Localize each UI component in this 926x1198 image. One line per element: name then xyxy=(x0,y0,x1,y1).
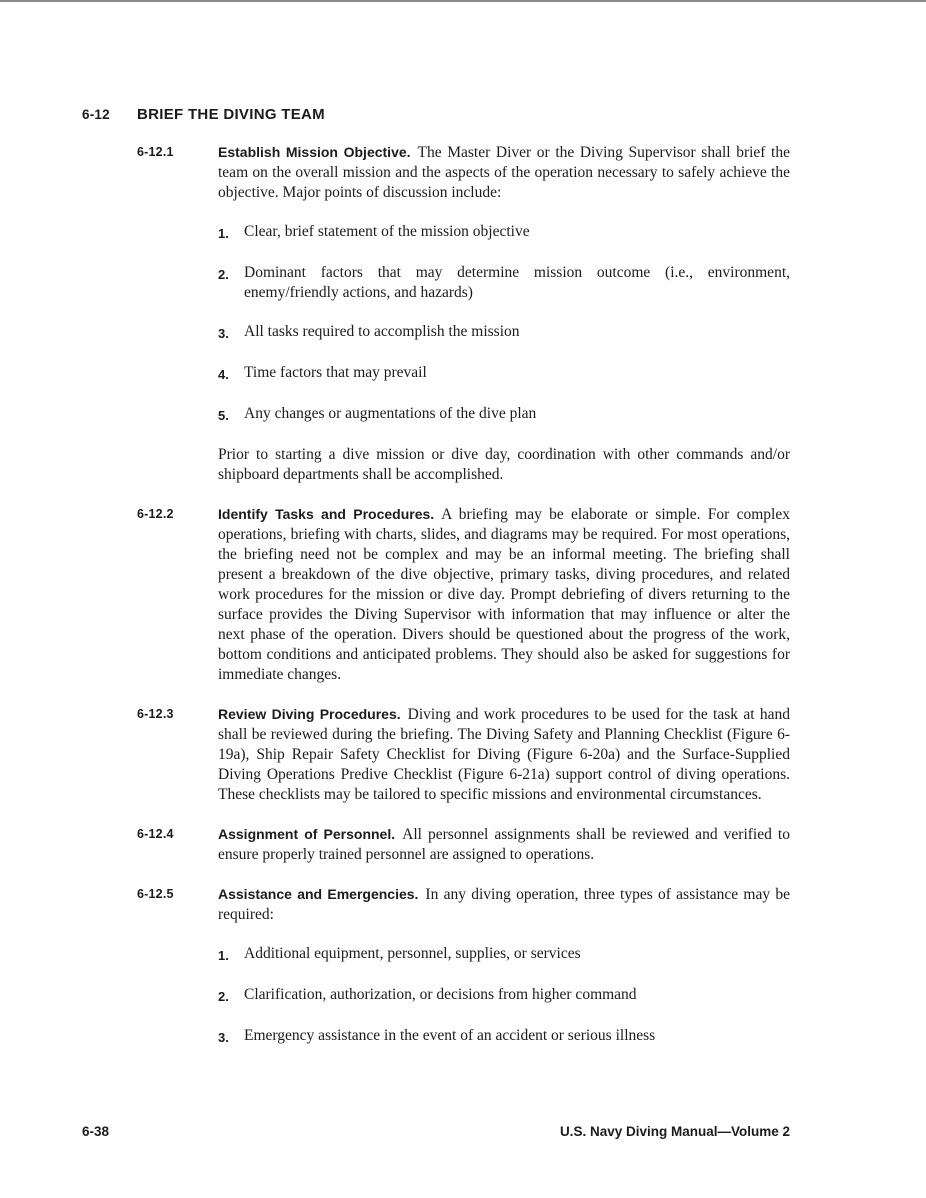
paragraph-run-in-title: Identify Tasks and Procedures. xyxy=(218,506,435,522)
paragraph xyxy=(218,142,790,203)
list-item xyxy=(218,944,790,966)
list-item xyxy=(218,263,790,303)
section-body xyxy=(218,824,790,884)
paragraph-run-in-title: Assistance and Emergencies. xyxy=(218,886,419,902)
paragraph xyxy=(218,504,790,685)
list-item-marker: 2. xyxy=(218,267,229,282)
list-item-text: Clarification, authorization, or decisions from higher command xyxy=(244,986,637,1003)
list-item-marker: 4. xyxy=(218,367,229,382)
paragraph-text: All personnel assignments shall be reviewed and verified to ensure properly trained personnel are assigned to operations. xyxy=(218,826,790,863)
paragraph-run-in-title: Assignment of Personnel. xyxy=(218,826,396,842)
list-item xyxy=(218,404,790,426)
list-item xyxy=(218,1026,790,1048)
paragraph xyxy=(218,824,790,865)
list-item-marker: 1. xyxy=(218,226,229,241)
section-body xyxy=(218,704,790,824)
list-item-marker: 5. xyxy=(218,408,229,423)
section-body xyxy=(218,504,790,704)
list-item xyxy=(218,222,790,244)
paragraph-number: 6-12.5 xyxy=(137,887,174,901)
footer-manual-title: U.S. Navy Diving Manual—Volume 2 xyxy=(559,1124,790,1139)
list-item-text: Additional equipment, personnel, supplies, or services xyxy=(244,945,581,962)
list-item xyxy=(218,363,790,385)
paragraph: Prior to starting a dive mission or dive day, coordination with other commands and/or shipboard departments shall be accomplished. xyxy=(218,446,790,483)
list-item-marker: 1. xyxy=(218,948,229,963)
paragraph-number: 6-12.4 xyxy=(137,827,174,841)
heading-number: 6-12 xyxy=(82,107,110,122)
section-review-diving-procedures xyxy=(137,704,790,824)
list-item-marker: 3. xyxy=(218,326,229,341)
page-content xyxy=(82,106,790,1067)
paragraph-text: The Master Diver or the Diving Supervisor shall brief the team on the overall mission and the aspects of the operation necessary to safely achieve the objective. Major points of discussion include: xyxy=(218,144,790,201)
paragraph-run-in-title: Review Diving Procedures. xyxy=(218,706,401,722)
list-item-marker: 2. xyxy=(218,989,229,1004)
paragraph-text: Diving and work procedures to be used for the task at hand shall be reviewed during the briefing. The Diving Safety and Planning Checklist (Figure 6-19a), Ship Repair Safety Checklist for Diving (Figure 6-20a) and the Surface-Supplied Diving Operations Predive Checklist (Figure 6-21a) support control of diving operations. These checklists may be tailored to specific missions and environmental circumstances. xyxy=(218,706,790,803)
section-establish-mission-objective xyxy=(137,142,790,504)
list-item-text: Dominant factors that may determine mission outcome (i.e., environment, enemy/friendly actions, and hazards) xyxy=(244,264,790,301)
list-item xyxy=(218,322,790,344)
paragraph-number: 6-12.2 xyxy=(137,507,174,521)
list-item-text: All tasks required to accomplish the mission xyxy=(244,323,520,340)
list-item-marker: 3. xyxy=(218,1030,229,1045)
footer-page-number: 6-38 xyxy=(82,1124,110,1139)
paragraph xyxy=(218,884,790,925)
section-assistance-and-emergencies xyxy=(137,884,790,1067)
paragraph-text: A briefing may be elaborate or simple. For complex operations, briefing with charts, slides, and diagrams may be required. For most operations, the briefing need not be complex and may be an informal meeting. The briefing shall present a breakdown of the dive objective, primary tasks, diving procedures, and related work procedures for the mission or dive day. Prompt debriefing of divers returning to the surface provides the Diving Supervisor with information that may influence or alter the next phase of the operation. Divers should be questioned about the progress of the work, bottom conditions and anticipated problems. They should also be asked for suggestions for immediate changes. xyxy=(218,506,790,683)
section-identify-tasks-and-procedures xyxy=(137,504,790,704)
scan-edge-line xyxy=(0,0,926,2)
paragraph-run-in-title: Establish Mission Objective. xyxy=(218,144,411,160)
section-assignment-of-personnel xyxy=(137,824,790,884)
list-item-text: Any changes or augmentations of the dive plan xyxy=(244,405,537,422)
page-footer xyxy=(82,1124,790,1139)
list-item-text: Clear, brief statement of the mission objective xyxy=(244,223,530,240)
list-item-text: Emergency assistance in the event of an accident or serious illness xyxy=(244,1027,656,1044)
list-item xyxy=(218,985,790,1007)
section-heading xyxy=(82,106,790,123)
list-item-text: Time factors that may prevail xyxy=(244,364,427,381)
paragraph-text: In any diving operation, three types of assistance may be required: xyxy=(218,886,790,923)
section-body xyxy=(218,884,790,1067)
paragraph-number: 6-12.3 xyxy=(137,707,174,721)
section-body xyxy=(218,142,790,504)
paragraph xyxy=(218,704,790,805)
page-title: BRIEF THE DIVING TEAM xyxy=(137,106,325,123)
paragraph-number: 6-12.1 xyxy=(137,145,174,159)
